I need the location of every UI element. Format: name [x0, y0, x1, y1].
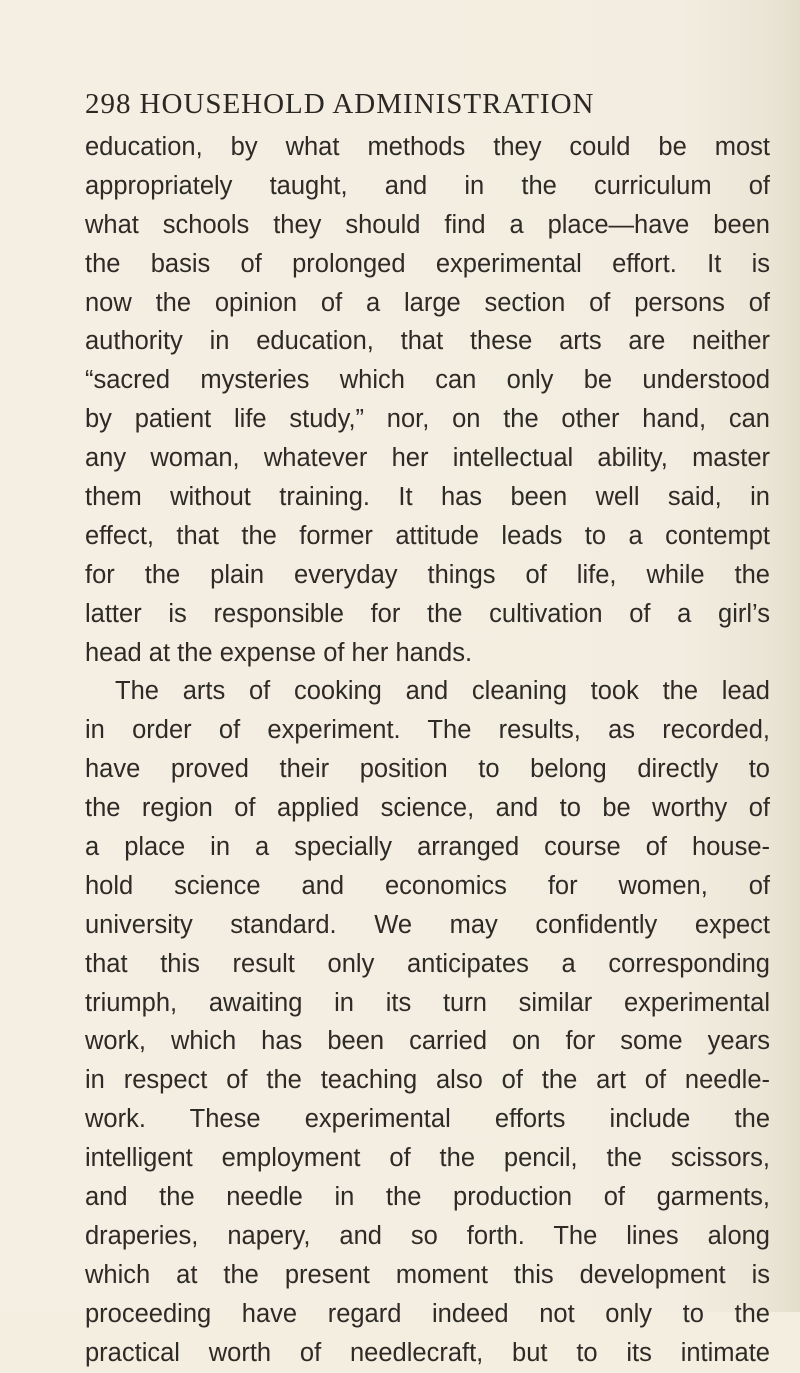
text-line: the region of applied science, and to be worthy of — [85, 794, 770, 823]
text-line: university standard. We may confidently expect — [85, 910, 770, 939]
text-line: head at the expense of her hands. — [85, 638, 473, 667]
text-line: hold science and economics for women, of — [85, 871, 770, 900]
text-line: for the plain everyday things of life, while the — [85, 560, 770, 589]
text-line: education, by what methods they could be most — [85, 133, 770, 161]
paragraph — [85, 128, 770, 672]
text-line: which at the present moment this development is — [85, 1260, 770, 1289]
text-line: now the opinion of a large section of persons of — [85, 288, 770, 317]
text-line: appropriately taught, and in the curriculum of — [85, 171, 770, 200]
text-line: proceeding have regard indeed not only to the — [85, 1299, 770, 1328]
paragraph — [85, 672, 770, 1372]
text-line: draperies, napery, and so forth. The lines along — [85, 1221, 770, 1250]
running-title: HOUSEHOLD ADMINISTRATION — [139, 88, 595, 120]
text-line: in order of experiment. The results, as recorded, — [85, 716, 770, 745]
text-line: and the needle in the production of garments, — [85, 1183, 770, 1212]
text-line: practical worth of needlecraft, but to its intimate — [85, 1338, 770, 1367]
running-header — [85, 88, 594, 121]
text-line: by patient life study,” nor, on the other hand, can — [85, 405, 770, 434]
text-line: effect, that the former attitude leads to a contempt — [85, 521, 770, 550]
text-line: work, which has been carried on for some years — [85, 1027, 770, 1056]
text-line: that this result only anticipates a corresponding — [85, 949, 770, 978]
text-line: any woman, whatever her intellectual ability, master — [85, 444, 770, 473]
body-text — [85, 128, 770, 1373]
text-line: the basis of prolonged experimental effort. It is — [85, 249, 770, 278]
text-line: a place in a specially arranged course of house- — [85, 833, 770, 862]
text-line: latter is responsible for the cultivation of a girl’s — [85, 599, 770, 628]
text-line: authority in education, that these arts are neither — [85, 327, 770, 356]
page-number: 298 — [85, 88, 132, 120]
text-line: in respect of the teaching also of the art of needle- — [85, 1066, 770, 1095]
text-line: The arts of cooking and cleaning took the lead — [115, 677, 770, 706]
text-line: have proved their position to belong directly to — [85, 755, 770, 784]
text-line: triumph, awaiting in its turn similar experimental — [85, 988, 770, 1017]
text-line: what schools they should find a place—have been — [85, 210, 770, 239]
text-line: them without training. It has been well said, in — [85, 483, 770, 512]
text-line: “sacred mysteries which can only be understood — [85, 366, 770, 395]
text-line: work. These experimental efforts include the — [85, 1105, 770, 1134]
text-line: intelligent employment of the pencil, the scissors, — [85, 1144, 770, 1173]
